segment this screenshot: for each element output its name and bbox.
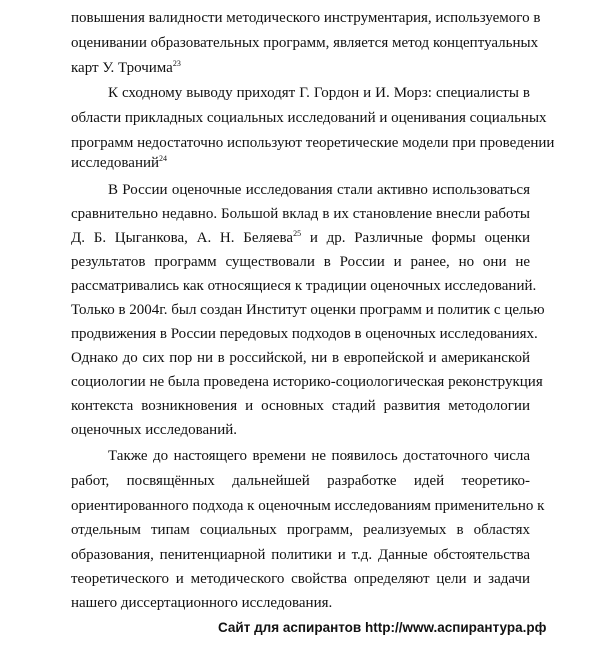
text-line: работ, посвящённых дальнейшей разработке идей теоретико-	[71, 473, 530, 489]
text-line: Д. Б. Цыганкова, А. Н. Беляева$^{25}$ и др. Различные формы оценки	[71, 229, 530, 246]
text-line: оценочных исследований.	[71, 422, 238, 438]
text-line: области прикладных социальных исследований и оценивания социальных	[71, 110, 547, 126]
text-line: рассматривались как относящиеся к традиции оценочных исследований.	[71, 278, 537, 294]
text-line: контекста возникновения и основных стадий развития методологии	[71, 398, 530, 414]
text-line: сравнительно недавно. Большой вклад в их становление внесли работы	[71, 206, 530, 222]
text-line: нашего диссертационного исследования.	[71, 595, 333, 611]
text-line: Однако до сих пор ни в российской, ни в европейской и американской	[71, 350, 530, 366]
footnote-ref: 23	[172, 59, 181, 68]
text-line: оценивании образовательных программ, является метод концептуальных	[71, 35, 539, 51]
text-line: В России оценочные исследования стали активно использоваться	[108, 182, 530, 198]
footnote-ref: 24	[159, 154, 168, 163]
text-line: программ недостаточно используют теоретические модели при проведении	[71, 135, 555, 151]
footnote-ref: 25	[293, 229, 302, 238]
text-line: Только в 2004г. был создан Институт оценки программ и политик с целью	[71, 302, 545, 318]
text-line: Также до настоящего времени не появилось достаточного числа	[108, 448, 530, 464]
text-line: результатов программ существовали в России и ранее, но они не	[71, 254, 530, 270]
text-line: ориентированного подхода к оценочным исследованиям применительно к	[71, 498, 545, 514]
text-line: социологии не была проведена историко-социологическая реконструкция	[71, 374, 543, 390]
site-watermark: Сайт для аспирантов http://www.аспирантура.рф	[218, 620, 547, 635]
text-line: повышения валидности методического инструментария, используемого в	[71, 10, 541, 26]
text-line: исследований$^{24}$	[71, 154, 168, 171]
text-line: карт У. Трочима$^{23}$	[71, 59, 181, 76]
text-line: отдельным типам социальных программ, реализуемых в областях	[71, 522, 530, 538]
text-line: К сходному выводу приходят Г. Гордон и И. Морз: специалисты в	[108, 85, 530, 101]
text-line: продвижения в России передовых подходов в оценочных исследованиях.	[71, 326, 538, 342]
text-line: теоретического и методического свойства определяют цели и задачи	[71, 571, 530, 587]
text-line: образования, пенитенциарной политики и т.д. Данные обстоятельства	[71, 547, 530, 563]
